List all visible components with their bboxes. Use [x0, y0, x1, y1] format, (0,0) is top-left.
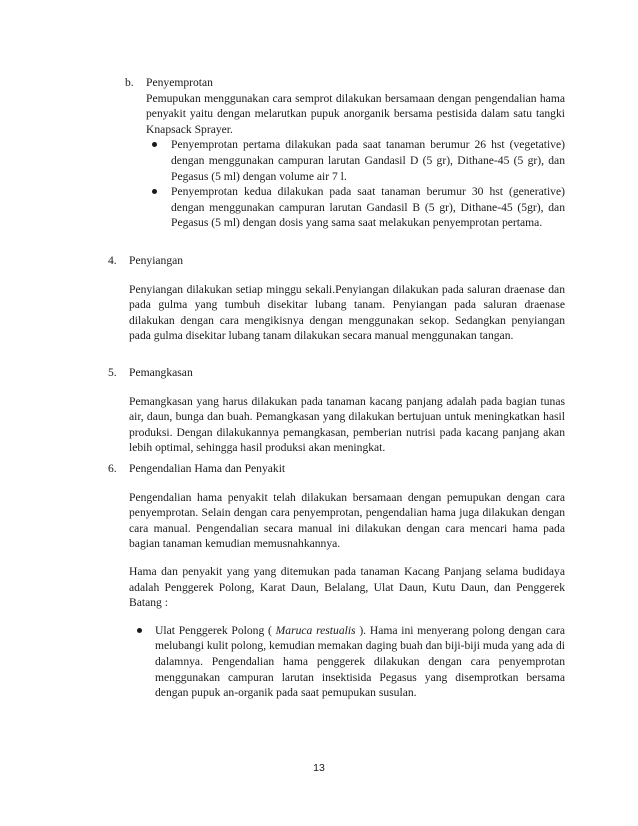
- section-heading: [108, 365, 565, 381]
- section-pemangkasan: [108, 365, 565, 456]
- bullet-icon: [152, 142, 157, 147]
- pest-bullet-list: [129, 623, 565, 701]
- spray-bullet-list: [146, 137, 565, 231]
- section-number: 5.: [108, 366, 117, 379]
- bullet-text: [155, 623, 565, 701]
- section-paragraph: Penyiangan dilakukan setiap minggu sekali.Penyiangan dilakukan pada saluran draenase dan pada gulma yang tumbuh disekitar lubang tanam. Penyiangan pada saluran draenase dilakukan dengan cara mengikisnya dengan menggunakan sekop. Sedangkan penyiangan pada gulma disekitar lubang tanam dilakukan secara manual menggunakan tangan.: [129, 282, 565, 343]
- section-heading: [108, 461, 565, 477]
- subsection-penyemprotan: [125, 75, 565, 231]
- section-title: Penyiangan: [129, 254, 184, 267]
- section-paragraph: Hama dan penyakit yang yang ditemukan pada tanaman Kacang Panjang selama budidaya adalah Penggerek Polong, Karat Daun, Belalang, Ulat Daun, Kutu Daun, dan Penggerek Batang :: [129, 564, 565, 610]
- bullet-icon: [152, 189, 157, 194]
- section-paragraph: Pemangkasan yang harus dilakukan pada tanaman kacang panjang adalah pada bagian tunas air, daun, bunga dan buah. Pemangkasan yang dilakukan bertujuan untuk meningkatkan hasil produksi. Dengan dilakukannya pemangkasan, pemberian nutrisi pada kacang panjang akan lebih optimal, sehingga hasil produksi akan meningkat.: [129, 394, 565, 455]
- list-item: [146, 184, 565, 231]
- section-heading: [108, 253, 565, 269]
- list-item: [146, 137, 565, 184]
- section-paragraph: Pengendalian hama penyakit telah dilakukan bersamaan dengan pemupukan dengan cara penyemprotan. Selain dengan cara penyemprotan, pengendalian hama juga dilakukan dengan cara manual. Pengendalian secara manual ini dilakukan dengan cara mencari hama pada bagian tanaman kemudian memusnahkannya.: [129, 490, 565, 551]
- section-title: Pemangkasan: [129, 366, 193, 379]
- section-title: Pengendalian Hama dan Penyakit: [129, 462, 286, 475]
- bullet-icon: [137, 628, 142, 633]
- subsection-heading: [125, 75, 565, 91]
- section-number: 4.: [108, 254, 117, 267]
- page-number: 13: [313, 762, 325, 774]
- section-pengendalian: [108, 461, 565, 701]
- subsection-letter: b.: [125, 76, 134, 89]
- subsection-title: Penyemprotan: [146, 76, 213, 89]
- section-penyiangan: [108, 253, 565, 344]
- bullet-text-post: ). Hama ini menyerang polong dengan cara melubangi kulit polong, kemudian memakan daging buah dan biji-biji muda yang ada di dalamnya. Pengendalian hama penggerek dilakukan dengan cara penyemprotan menggunakan campuran larutan insektisida Pegasus yang disemprotkan bersama dengan pupuk an-organik pada saat pemupukan susulan.: [155, 623, 565, 700]
- bullet-text: Penyemprotan pertama dilakukan pada saat tanaman berumur 26 hst (vegetative) dengan menggunakan campuran larutan Gandasil D (5 gr), Dithane-45 (5 gr), dan Pegasus (5 ml) dengan volume air 7 l.: [171, 138, 565, 183]
- subsection-intro: Pemupukan menggunakan cara semprot dilakukan bersamaan dengan pengendalian hama penyakit yaitu dengan melarutkan pupuk anorganik bersama pestisida dalam satu tangki Knapsack Sprayer.: [146, 91, 565, 136]
- section-number: 6.: [108, 462, 117, 475]
- bullet-text: Penyemprotan kedua dilakukan pada saat tanaman berumur 30 hst (generative) dengan menggunakan campuran larutan Gandasil B (5 gr), Dithane-45 (5gr), dan Pegasus (5 ml) dengan dosis yang sama saat melakukan penyemprotan pertama.: [171, 185, 565, 230]
- species-name: Maruca restualis: [275, 623, 356, 637]
- bullet-text-pre: Ulat Penggerek Polong (: [155, 623, 276, 637]
- list-item: [129, 623, 565, 701]
